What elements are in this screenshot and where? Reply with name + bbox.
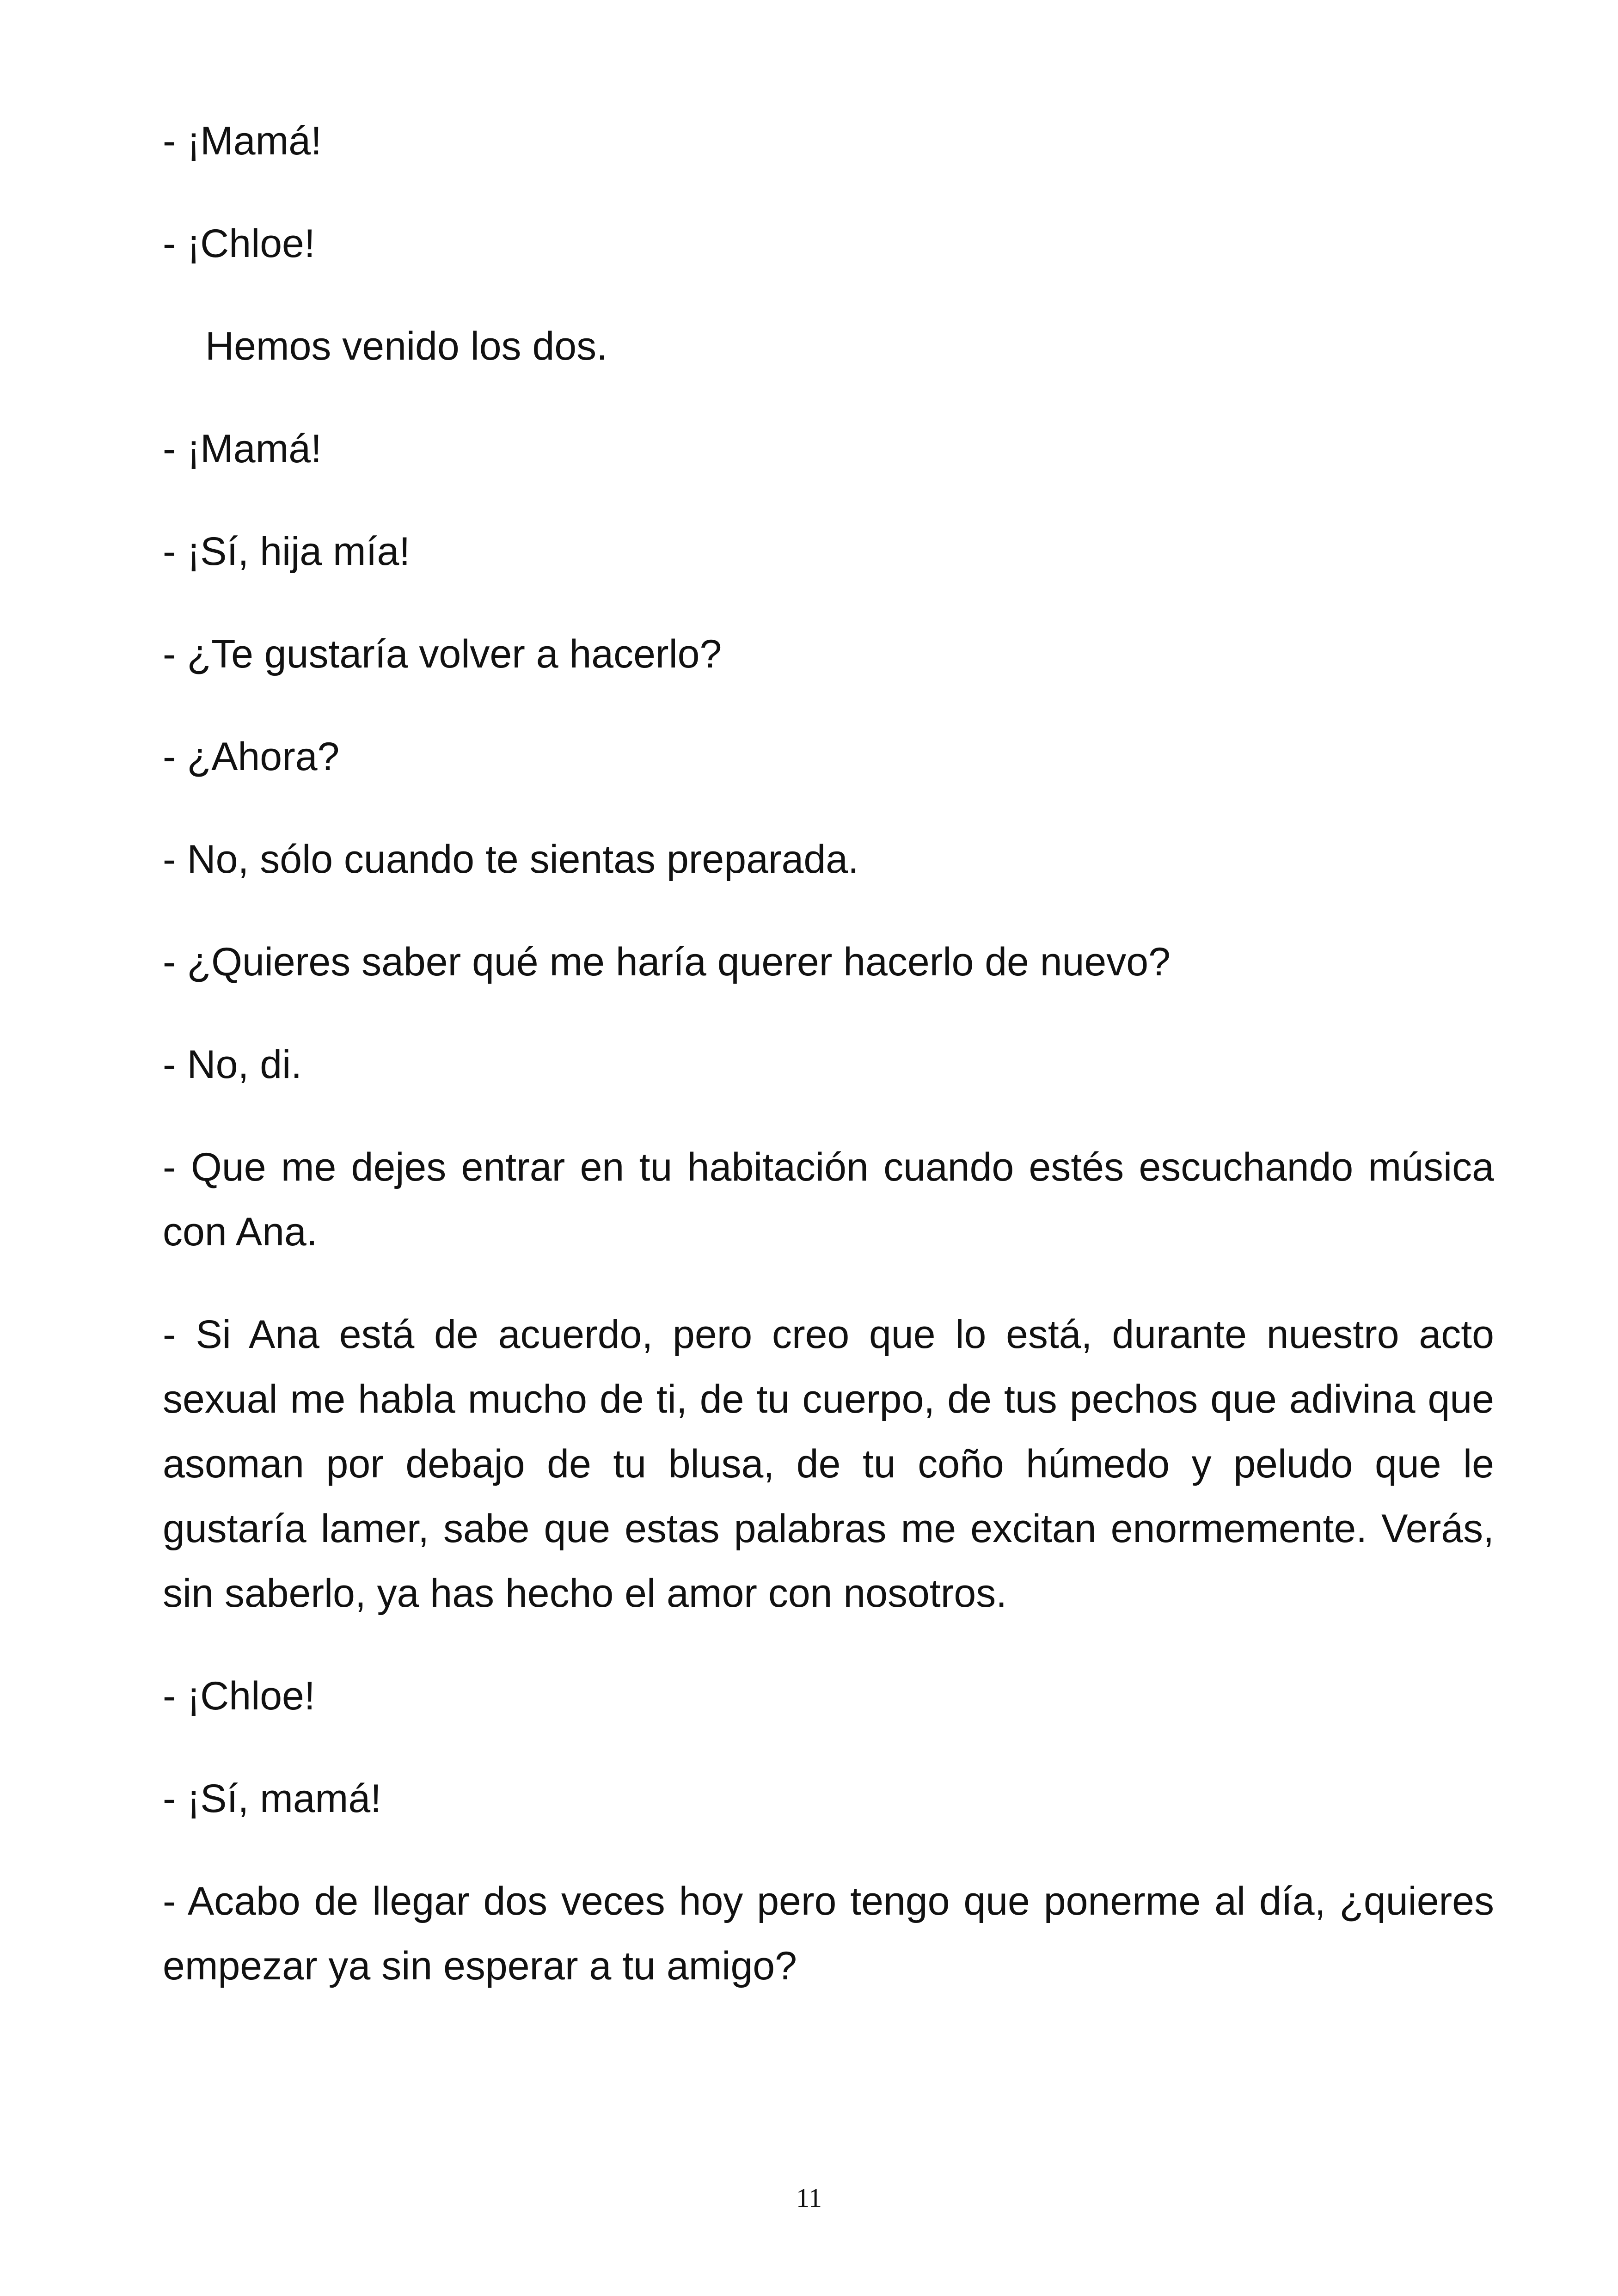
- paragraph: - ¡Chloe!: [163, 1674, 315, 1718]
- paragraph: - ¡Mamá!: [163, 427, 322, 471]
- paragraph: - ¿Ahora?: [163, 735, 340, 779]
- paragraph: - Que me dejes entrar en tu habitación cuando estés escuchando música con Ana.: [163, 1145, 1494, 1254]
- paragraph: Hemos venido los dos.: [205, 324, 607, 368]
- page-number: 11: [796, 2183, 822, 2213]
- paragraph: - ¿Te gustaría volver a hacerlo?: [163, 632, 722, 676]
- text-column: [163, 109, 1494, 2036]
- paragraph: - ¡Sí, mamá!: [163, 1776, 382, 1821]
- paragraph: - ¡Sí, hija mía!: [163, 529, 411, 574]
- paragraph: - No, di.: [163, 1042, 302, 1087]
- paragraph: - ¡Chloe!: [163, 221, 315, 266]
- paragraph: - Acabo de llegar dos veces hoy pero tengo que ponerme al día, ¿quieres empezar ya sin esperar a tu amigo?: [163, 1879, 1494, 1988]
- paragraph: - ¿Quieres saber qué me haría querer hacerlo de nuevo?: [163, 940, 1171, 984]
- paragraph: - No, sólo cuando te sientas preparada.: [163, 837, 859, 882]
- paragraph: - ¡Mamá!: [163, 119, 322, 163]
- paragraph: - Si Ana está de acuerdo, pero creo que lo está, durante nuestro acto sexual me habla mucho de ti, de tu cuerpo, de tus pechos que adivina que asoman por debajo de tu blusa, de tu coño húmedo y peludo que le gustaría lamer, sabe que estas palabras me excitan enormemente. Verás, sin saberlo, ya has hecho el amor con nosotros.: [163, 1312, 1494, 1616]
